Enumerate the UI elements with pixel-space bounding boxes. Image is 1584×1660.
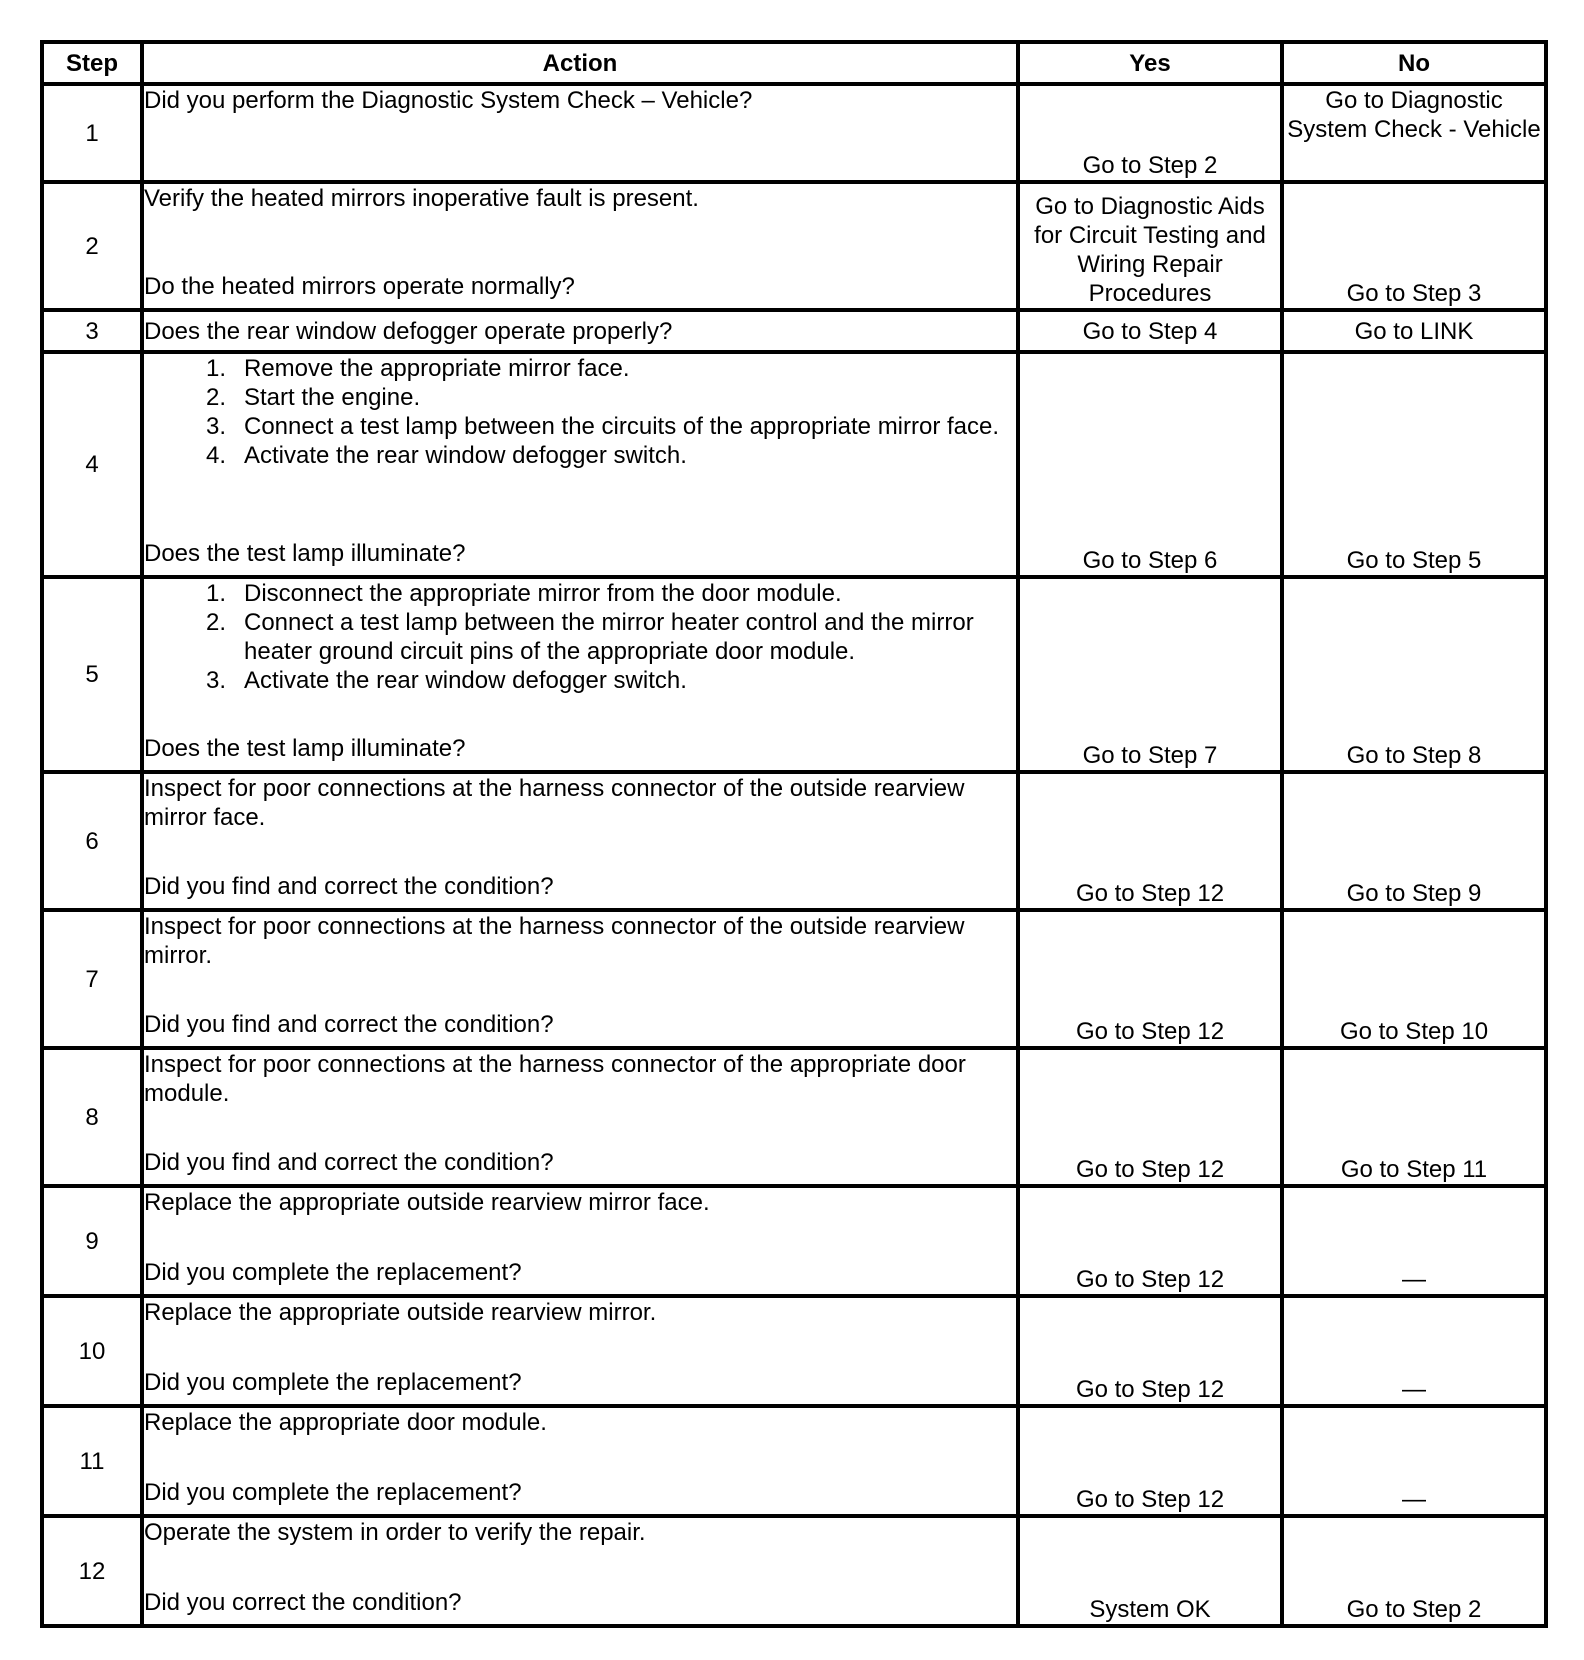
table-row — [42, 772, 1546, 910]
action-cell — [142, 352, 1018, 577]
yes-result: Go to Diagnostic Aids for Circuit Testing and Wiring Repair Procedures — [1018, 182, 1282, 310]
table-row — [42, 352, 1546, 577]
no-result: Go to Step 9 — [1282, 772, 1546, 910]
action-cell — [142, 910, 1018, 1048]
action-cell — [142, 1406, 1018, 1516]
no-result: Go to Step 8 — [1282, 577, 1546, 772]
step-number: 1 — [42, 84, 142, 182]
action-text: Inspect for poor connections at the harness connector of the outside rearview mirror. — [144, 913, 965, 969]
yes-result: Go to Step 7 — [1018, 577, 1282, 772]
table-row — [42, 310, 1546, 352]
no-result: — — [1282, 1186, 1546, 1296]
action-text: Operate the system in order to verify the repair. — [144, 1519, 646, 1546]
action-cell — [142, 310, 1018, 352]
step-number: 11 — [42, 1406, 142, 1516]
header-yes: Yes — [1018, 42, 1282, 84]
action-question: Does the test lamp illuminate? — [144, 735, 466, 762]
sub-step-list — [144, 579, 1016, 695]
action-question: Did you find and correct the condition? — [144, 1149, 554, 1176]
yes-result: Go to Step 12 — [1018, 910, 1282, 1048]
step-number: 6 — [42, 772, 142, 910]
table-row — [42, 182, 1546, 310]
action-text: Inspect for poor connections at the harness connector of the appropriate door module. — [144, 1051, 966, 1107]
table-row — [42, 1296, 1546, 1406]
table-row — [42, 1406, 1546, 1516]
no-result: Go to LINK — [1282, 310, 1546, 352]
no-result: Go to Diagnostic System Check - Vehicle — [1282, 84, 1546, 182]
sub-step-list — [144, 354, 1016, 470]
sub-step: 1. Remove the appropriate mirror face. — [205, 355, 630, 382]
yes-result: Go to Step 6 — [1018, 352, 1282, 577]
action-cell — [142, 1296, 1018, 1406]
header-action: Action — [142, 42, 1018, 84]
action-cell — [142, 182, 1018, 310]
table-row — [42, 1516, 1546, 1626]
action-text: Verify the heated mirrors inoperative fault is present. — [144, 185, 699, 212]
sub-step: 2. Start the engine. — [205, 384, 421, 411]
table-row — [42, 84, 1546, 182]
yes-result: Go to Step 12 — [1018, 1048, 1282, 1186]
no-result: Go to Step 5 — [1282, 352, 1546, 577]
yes-result: System OK — [1018, 1516, 1282, 1626]
action-text: Did you perform the Diagnostic System Check – Vehicle? — [144, 87, 753, 114]
yes-result: Go to Step 4 — [1018, 310, 1282, 352]
step-number: 2 — [42, 182, 142, 310]
header-step: Step — [42, 42, 142, 84]
action-question: Do the heated mirrors operate normally? — [144, 273, 575, 300]
step-number: 12 — [42, 1516, 142, 1626]
sub-step: 3. Connect a test lamp between the circuits of the appropriate mirror face. — [205, 413, 1000, 440]
action-cell — [142, 1048, 1018, 1186]
action-cell — [142, 1186, 1018, 1296]
step-number: 3 — [42, 310, 142, 352]
action-text: Replace the appropriate outside rearview mirror face. — [144, 1189, 710, 1216]
header-no: No — [1282, 42, 1546, 84]
step-number: 10 — [42, 1296, 142, 1406]
yes-result: Go to Step 12 — [1018, 772, 1282, 910]
action-text: Replace the appropriate door module. — [144, 1409, 547, 1436]
yes-result: Go to Step 12 — [1018, 1186, 1282, 1296]
action-question: Did you find and correct the condition? — [144, 873, 554, 900]
no-result: Go to Step 2 — [1282, 1516, 1546, 1626]
step-number: 5 — [42, 577, 142, 772]
action-text: Does the rear window defogger operate properly? — [144, 317, 673, 345]
action-cell — [142, 84, 1018, 182]
yes-result: Go to Step 12 — [1018, 1296, 1282, 1406]
step-number: 7 — [42, 910, 142, 1048]
yes-result: Go to Step 12 — [1018, 1406, 1282, 1516]
table-header-row — [42, 42, 1546, 84]
action-question: Did you find and correct the condition? — [144, 1011, 554, 1038]
action-question: Did you complete the replacement? — [144, 1259, 522, 1286]
action-question: Did you complete the replacement? — [144, 1369, 522, 1396]
table-row — [42, 1048, 1546, 1186]
yes-result: Go to Step 2 — [1018, 84, 1282, 182]
table-row — [42, 577, 1546, 772]
diagnostic-table — [40, 40, 1548, 1628]
no-result: — — [1282, 1296, 1546, 1406]
no-result: — — [1282, 1406, 1546, 1516]
action-question: Did you complete the replacement? — [144, 1479, 522, 1506]
action-cell — [142, 577, 1018, 772]
sub-step: 4. Activate the rear window defogger switch. — [205, 442, 687, 469]
no-result: Go to Step 11 — [1282, 1048, 1546, 1186]
no-result: Go to Step 10 — [1282, 910, 1546, 1048]
action-cell — [142, 1516, 1018, 1626]
action-question: Does the test lamp illuminate? — [144, 540, 466, 567]
action-text: Replace the appropriate outside rearview mirror. — [144, 1299, 657, 1326]
action-question: Did you correct the condition? — [144, 1589, 462, 1616]
sub-step: 3. Activate the rear window defogger switch. — [205, 667, 687, 694]
action-cell — [142, 772, 1018, 910]
step-number: 9 — [42, 1186, 142, 1296]
table-row — [42, 1186, 1546, 1296]
action-text: Inspect for poor connections at the harness connector of the outside rearview mirror face. — [144, 775, 965, 831]
step-number: 8 — [42, 1048, 142, 1186]
sub-step: 1. Disconnect the appropriate mirror from the door module. — [205, 580, 842, 607]
step-number: 4 — [42, 352, 142, 577]
no-result: Go to Step 3 — [1282, 182, 1546, 310]
table-row — [42, 910, 1546, 1048]
sub-step: 2. Connect a test lamp between the mirror heater control and the mirror heater ground circuit pins of the appropriate door module. — [205, 609, 974, 665]
